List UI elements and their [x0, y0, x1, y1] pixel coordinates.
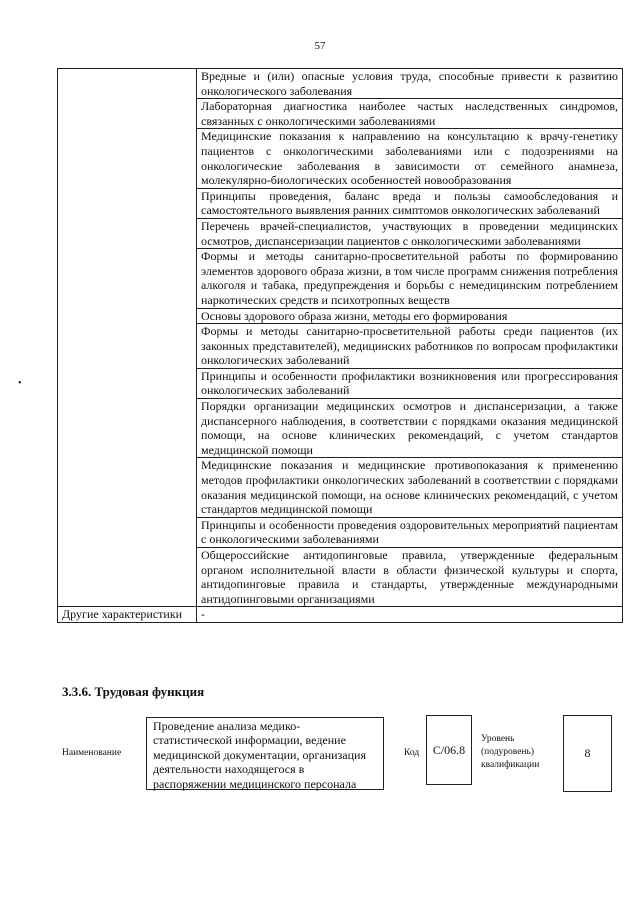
- margin-dot: •: [18, 378, 22, 389]
- page-number: 57: [314, 40, 326, 52]
- table-row: [58, 607, 623, 623]
- knowledge-item: Принципы проведения, баланс вреда и пользы самообследования и самостоятельного выявления ранних симптомов онкологических заболеваний: [197, 188, 623, 218]
- knowledge-item: Общероссийские антидопинговые правила, утвержденные федеральным органом исполнительной власти в области физической культуры и спорта, антидопинговые правила и стандарты, утвержденные международными антидопинговыми организациями: [197, 548, 623, 607]
- labor-function-name: Проведение анализа медико-статистической информации, ведение медицинской документации, организация деятельности находящегося в распоряжении медицинского персонала: [146, 717, 384, 790]
- name-label: Наименование: [62, 748, 122, 758]
- knowledge-item: Формы и методы санитарно-просветительной работы по формированию элементов здорового образа жизни, в том числе программ снижения потребления алкоголя и табака, предупреждения и борьбы с немедицинским потреблением наркотических средств и психотропных веществ: [197, 249, 623, 308]
- knowledge-item: Принципы и особенности профилактики возникновения или прогрессирования онкологических заболеваний: [197, 368, 623, 398]
- left-label-cell: [58, 69, 197, 607]
- knowledge-item: Медицинские показания к направлению на консультацию к врачу-генетику пациентов с онкологическими заболеваниями или с подозрениями на онкологические заболевания в зависимости от семейного анамнеза, молекулярно-биологических особенностей новообразования: [197, 129, 623, 188]
- table-row: [58, 69, 623, 99]
- qualification-level-label: Уровень (подуровень) квалификации: [481, 734, 540, 770]
- qualification-level-value: 8: [563, 715, 612, 792]
- knowledge-item: Вредные и (или) опасные условия труда, способные привести к развитию онкологического заболевания: [197, 69, 623, 99]
- knowledge-item: Формы и методы санитарно-просветительной работы среди пациентов (их законных представителей), медицинских работников по вопросам профилактики онкологических заболеваний: [197, 324, 623, 369]
- code-label: Код: [404, 748, 420, 758]
- knowledge-item: Принципы и особенности проведения оздоровительных мероприятий пациентам с онкологическими заболеваниями: [197, 517, 623, 547]
- knowledge-item: Основы здорового образа жизни, методы его формирования: [197, 308, 623, 324]
- knowledge-item: Медицинские показания и медицинские противопоказания к применению методов профилактики онкологических заболеваний в соответствии с порядками оказания медицинской помощи, на основе клинических рекомендаций, с учетом стандартов медицинской помощи: [197, 458, 623, 517]
- other-characteristics-label: Другие характеристики: [58, 607, 197, 623]
- code-value: С/06.8: [426, 715, 472, 785]
- knowledge-item: Лабораторная диагностика наиболее частых наследственных синдромов, связанных с онкологическими заболеваниями: [197, 99, 623, 129]
- other-characteristics-value: -: [197, 607, 623, 623]
- knowledge-item: Перечень врачей-специалистов, участвующих в проведении медицинских осмотров, диспансеризации пациентов с онкологическими заболеваниями: [197, 218, 623, 248]
- knowledge-item: Порядки организации медицинских осмотров и диспансеризации, а также диспансерного наблюдения, в соответствии с порядками оказания медицинской помощи, на основе клинических рекомендаций, с учетом стандартов медицинской помощи: [197, 399, 623, 458]
- section-heading: 3.3.6. Трудовая функция: [62, 684, 205, 699]
- knowledge-table: [57, 68, 623, 623]
